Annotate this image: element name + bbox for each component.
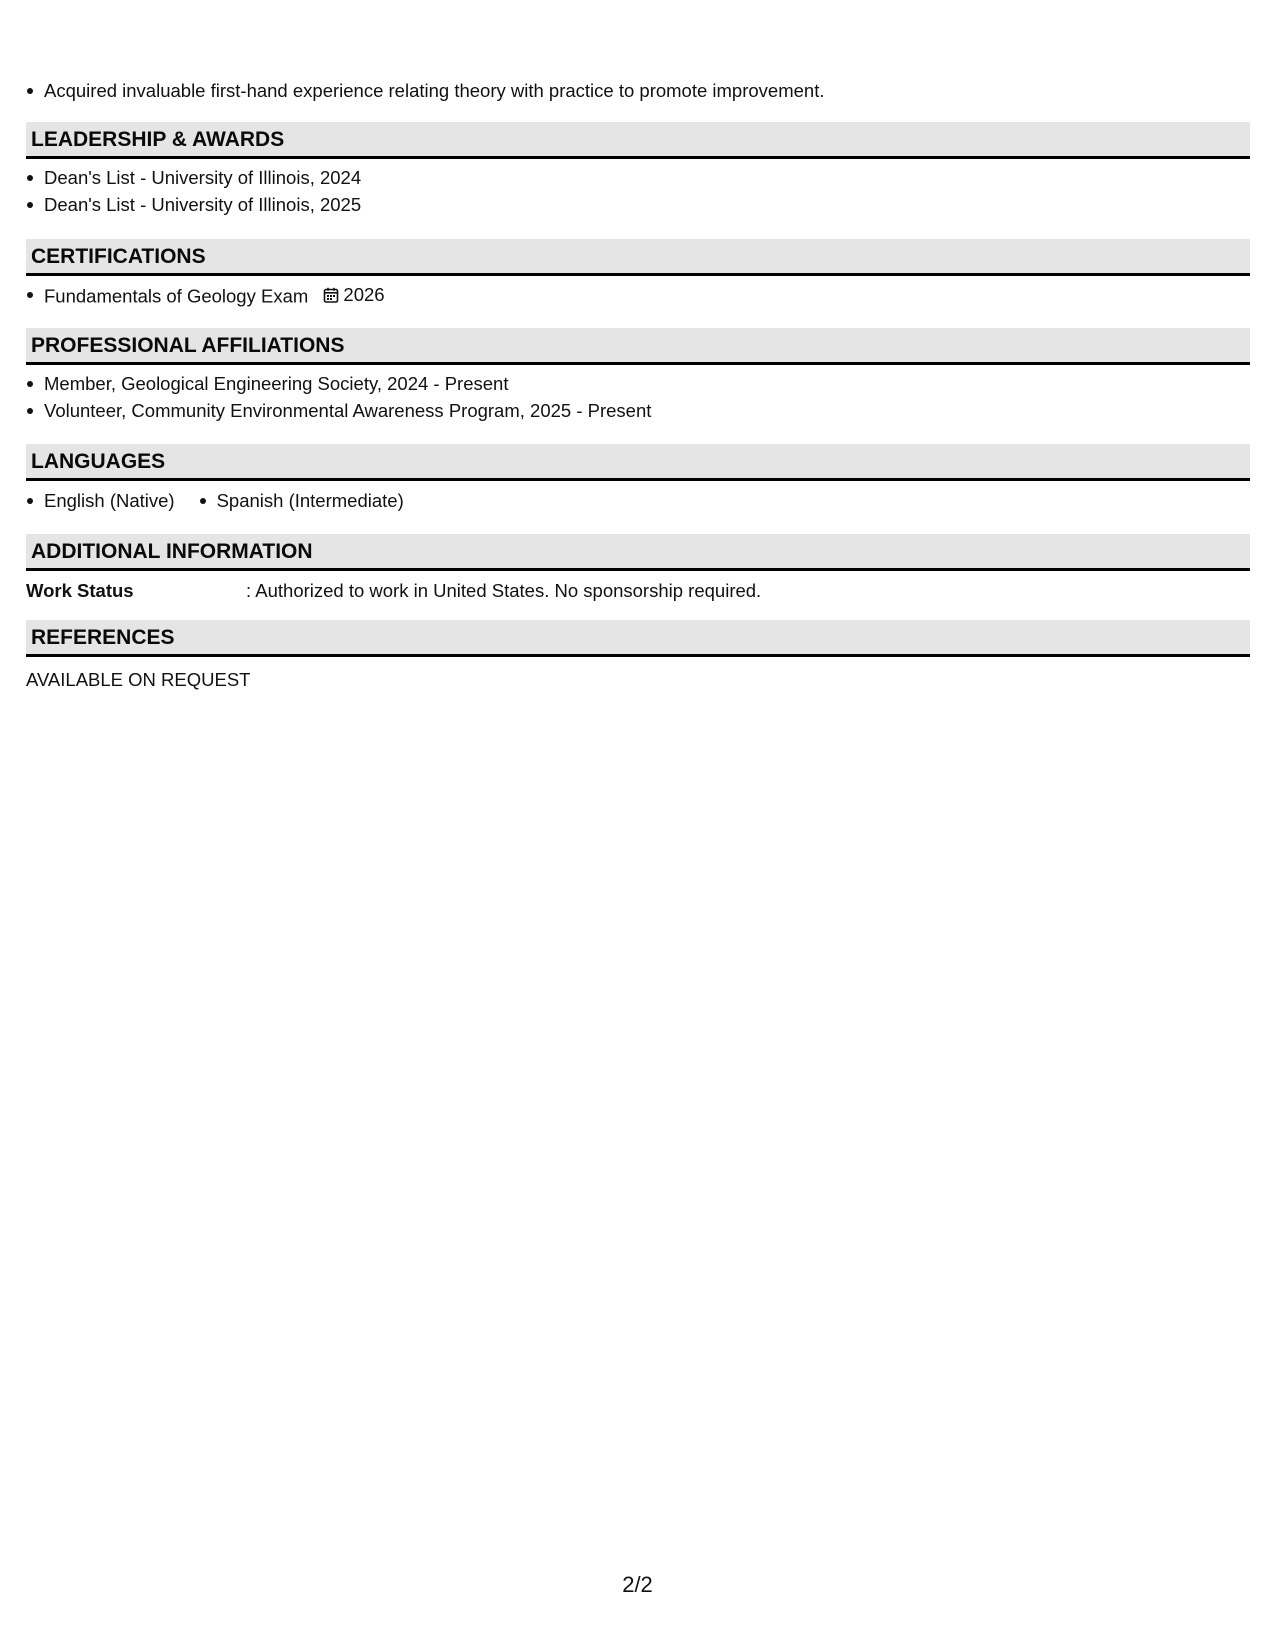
affiliations-section (26, 328, 1250, 424)
section-title-affiliations: PROFESSIONAL AFFILIATIONS (26, 328, 1250, 365)
list-item (26, 281, 1250, 310)
list-item: Member, Geological Engineering Society, 2024 - Present (26, 370, 1250, 397)
languages-list (26, 487, 1250, 514)
affiliations-list (26, 370, 1250, 424)
leadership-list (26, 164, 1250, 218)
list-item: Dean's List - University of Illinois, 2025 (26, 191, 1250, 218)
additional-info-section (26, 534, 1250, 604)
experience-continued (26, 77, 1250, 104)
list-item: Volunteer, Community Environmental Awareness Program, 2025 - Present (26, 397, 1250, 424)
calendar-icon (323, 287, 339, 303)
certifications-list (26, 281, 1250, 310)
certifications-section (26, 239, 1250, 310)
info-label: Work Status (26, 580, 134, 601)
section-title-languages: LANGUAGES (26, 444, 1250, 481)
section-title-references: REFERENCES (26, 620, 1250, 657)
section-title-leadership: LEADERSHIP & AWARDS (26, 122, 1250, 159)
certification-name: Fundamentals of Geology Exam (44, 285, 309, 307)
section-title-certifications: CERTIFICATIONS (26, 239, 1250, 276)
certification-date (323, 281, 384, 308)
list-item: Spanish (Intermediate) (199, 487, 404, 514)
info-row-work-status (26, 577, 1250, 604)
page-number: 2/2 (622, 1572, 653, 1597)
list-item: English (Native) (26, 487, 175, 514)
experience-bullets (26, 77, 1250, 104)
list-item: Dean's List - University of Illinois, 2024 (26, 164, 1250, 191)
list-item: Acquired invaluable first-hand experience relating theory with practice to promote improvement. (26, 77, 1250, 104)
leadership-section (26, 122, 1250, 218)
info-value: : Authorized to work in United States. No sponsorship required. (246, 580, 762, 601)
references-text: AVAILABLE ON REQUEST (26, 669, 251, 690)
languages-section (26, 444, 1250, 514)
references-section (26, 620, 1250, 693)
section-title-additional-info: ADDITIONAL INFORMATION (26, 534, 1250, 571)
certification-year: 2026 (343, 284, 385, 305)
